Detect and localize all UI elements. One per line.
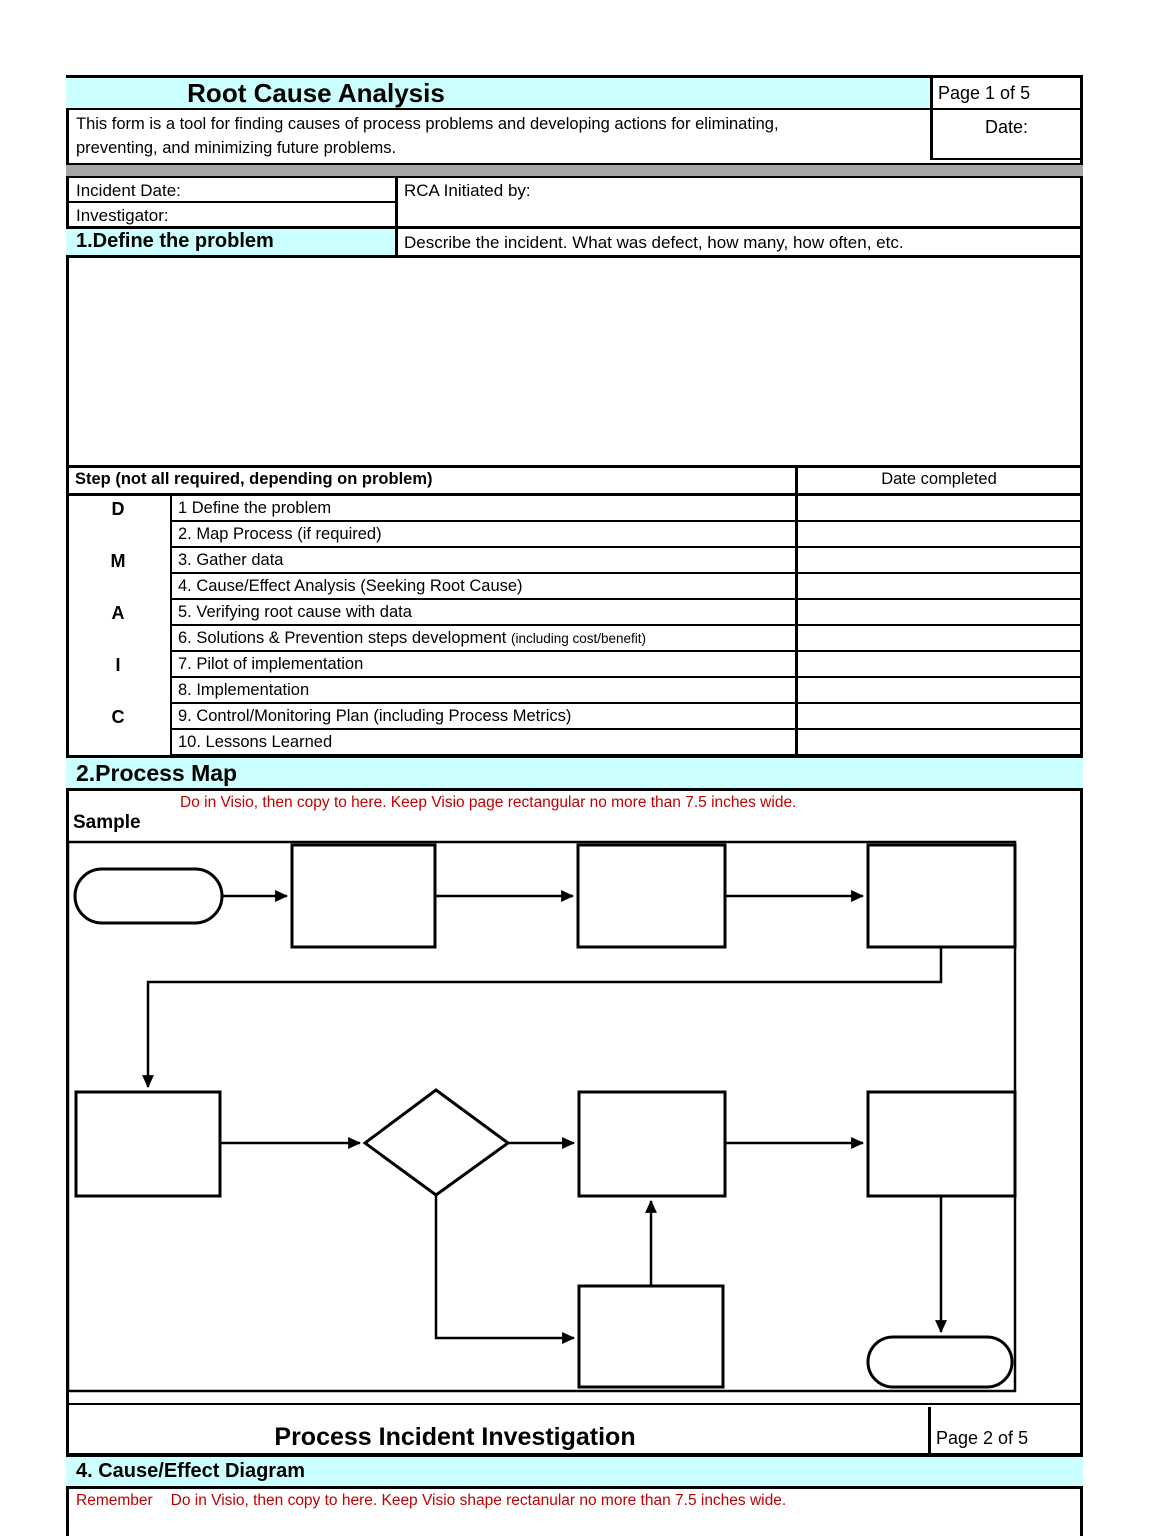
phase-letter-measure: M xyxy=(110,551,126,571)
flowchart-elbow-arrow xyxy=(436,1195,574,1338)
section4-note-prefix: Remember xyxy=(76,1492,153,1509)
date-completed-cell[interactable] xyxy=(798,626,1080,652)
header-bottom-border xyxy=(66,108,1083,110)
step-label: 4. Cause/Effect Analysis (Seeking Root Cause) xyxy=(178,577,523,595)
step-row xyxy=(172,652,795,678)
date-completed-cell[interactable] xyxy=(798,548,1080,574)
phase-letter-define: D xyxy=(111,499,125,519)
step-label: 9. Control/Monitoring Plan (including Process Metrics) xyxy=(178,707,572,725)
step-row xyxy=(172,626,795,652)
section1-instruction: Describe the incident. What was defect, how many, how often, etc. xyxy=(404,233,904,252)
page2-divider-vertical xyxy=(928,1407,931,1453)
flowchart-decision-diamond xyxy=(365,1090,508,1195)
step-label: 6. Solutions & Prevention steps development xyxy=(178,629,507,647)
date-completed-cell[interactable] xyxy=(798,678,1080,704)
incident-date-label: Incident Date: xyxy=(76,181,181,200)
step-label-suffix: (including cost/benefit) xyxy=(510,631,647,646)
step-label: 8. Implementation xyxy=(178,681,310,699)
step-label: 1 Define the problem xyxy=(178,499,332,517)
steps-table-top-border xyxy=(66,465,1083,468)
page-number-label: Page 1 of 5 xyxy=(938,83,1031,103)
step-row xyxy=(172,522,795,548)
flowchart-process-box xyxy=(579,1092,725,1196)
flowchart-end-shape xyxy=(868,1337,1012,1387)
flowchart-start-shape xyxy=(75,869,222,923)
flowchart-process-box xyxy=(868,845,1015,947)
flowchart-process-box xyxy=(292,845,435,947)
step-label: 7. Pilot of implementation xyxy=(178,655,364,673)
phase-letter-analyze: A xyxy=(111,603,125,623)
step-label: 2. Map Process (if required) xyxy=(178,525,382,543)
section4-title: 4. Cause/Effect Diagram xyxy=(76,1460,305,1482)
phase-letter-control: C xyxy=(111,707,125,727)
date-completed-cell[interactable] xyxy=(798,522,1080,548)
section2-title: 2.Process Map xyxy=(76,760,238,786)
date-completed-cell[interactable] xyxy=(798,574,1080,600)
section1-title: 1.Define the problem xyxy=(76,230,274,252)
step-row xyxy=(172,704,795,730)
steps-table-header: Step (not all required, depending on problem) xyxy=(75,470,433,488)
form-description-line1: This form is a tool for finding causes of process problems and developing actions for eliminating, xyxy=(76,115,779,133)
page2-title: Process Incident Investigation xyxy=(274,1423,636,1451)
section-divider-bar xyxy=(66,163,1083,178)
flowchart-process-box xyxy=(578,845,725,947)
date-completed-cell[interactable] xyxy=(798,704,1080,730)
date-completed-cell[interactable] xyxy=(798,600,1080,626)
step-row xyxy=(172,730,795,756)
form-description-line2: preventing, and minimizing future problems. xyxy=(76,139,397,157)
section2-visio-note: Do in Visio, then copy to here. Keep Visio page rectangular no more than 7.5 inches wide. xyxy=(180,794,797,811)
date-completed-header: Date completed xyxy=(881,470,997,488)
date-completed-cell[interactable] xyxy=(798,496,1080,522)
step-label: 3. Gather data xyxy=(178,551,284,569)
page-title: Root Cause Analysis xyxy=(187,78,445,108)
date-completed-cell[interactable] xyxy=(798,730,1080,756)
date-label: Date: xyxy=(984,117,1029,137)
sample-label: Sample xyxy=(73,812,141,833)
step-row xyxy=(172,496,795,522)
section4-visio-note xyxy=(76,1492,786,1510)
date-completed-cell[interactable] xyxy=(798,652,1080,678)
form-right-border xyxy=(1080,75,1083,1536)
section4-note-text: Do in Visio, then copy to here. Keep Visio shape rectanular no more than 7.5 inches wide. xyxy=(170,1492,787,1509)
investigator-label: Investigator: xyxy=(76,206,169,225)
phase-letter-improve: I xyxy=(115,655,121,675)
flowchart-process-box xyxy=(76,1092,220,1196)
step-row xyxy=(172,600,795,626)
step-row xyxy=(172,678,795,704)
step-row xyxy=(172,548,795,574)
flowchart-process-box xyxy=(579,1286,723,1387)
flowchart-process-box xyxy=(868,1092,1015,1196)
process-map-flowchart xyxy=(66,840,1017,1393)
date-cell-bottom-border xyxy=(930,158,1083,160)
flowchart-elbow-arrow xyxy=(148,947,941,1087)
step-label: 10. Lessons Learned xyxy=(178,733,333,751)
page2-number-label: Page 2 of 5 xyxy=(936,1428,1029,1448)
step-row xyxy=(172,574,795,600)
rca-initiated-label: RCA Initiated by: xyxy=(404,181,531,200)
step-label: 5. Verifying root cause with data xyxy=(178,603,412,621)
problem-description-box[interactable] xyxy=(69,258,1080,465)
